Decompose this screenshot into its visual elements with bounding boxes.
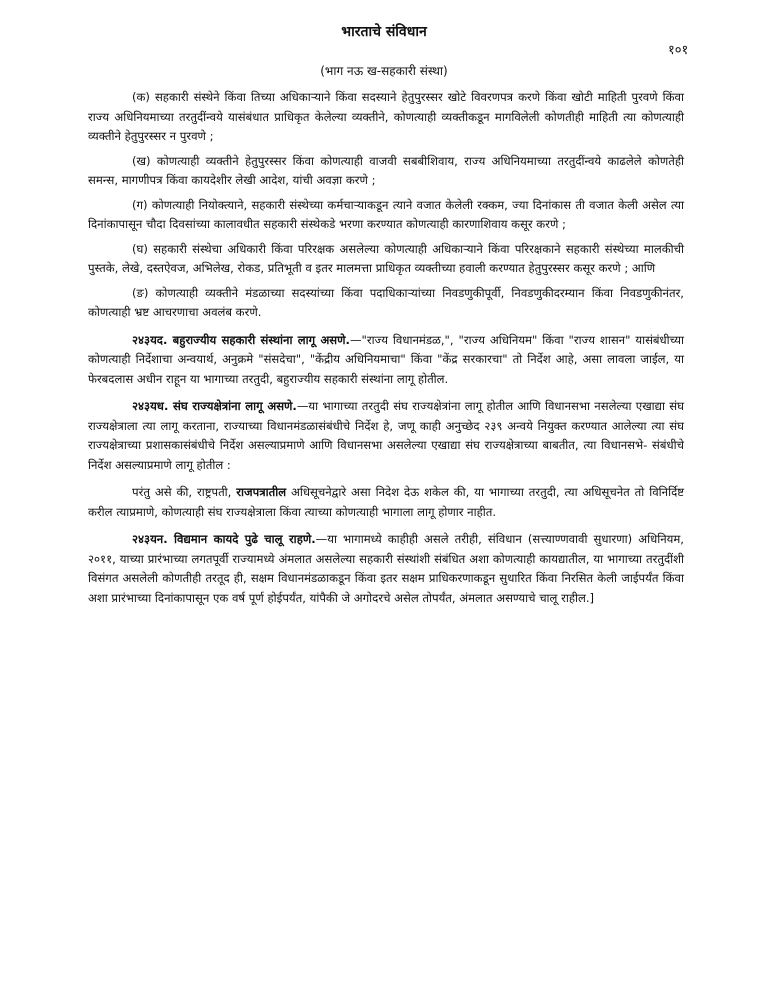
article-243zdh	[88, 397, 684, 475]
em-dash: —	[296, 399, 309, 413]
article-243zn	[88, 530, 684, 608]
proviso-text-before: परंतु असे की, राष्ट्रपती,	[132, 485, 232, 499]
page-title: भारताचे संविधान	[341, 24, 427, 40]
article-text: "राज्य विधानमंडळ,", "राज्य अधिनियम" किंवा "राज्य शासन" यासंबंधीच्या कोणत्याही निर्देशाचा अन्वयार्थ, अनुक्रमे "संसदेचा", "केंद्रीय अधिनियमाचा" किंवा "केंद्र सरकारचा" तो निर्देश आहे, असा लावला जाईल, या फेरबदलास अधीन राहून या भागाच्या तरतुदी, बहुराज्यीय सहकारी संस्थांना लागू होतील.	[88, 332, 685, 386]
clause-kha: (ख) कोणत्याही व्यक्तीने हेतुपुरस्सर किंवा कोणत्याही वाजवी सबबीशिवाय, राज्य अधिनियमाच्या तरतुदींन्वये काढलेले कोणतेही समन्स, मागणीपत्र किंवा कायदेशीर लेखी आदेश, यांची अवज्ञा करणे ;	[88, 153, 684, 187]
em-dash: —	[349, 332, 362, 347]
clause-ga: (ग) कोणत्याही नियोक्त्याने, सहकारी संस्थेच्या कर्मचाऱ्याकडून त्याने वजात केलेली रक्कम, ज्या दिनांकास ती वजात केली असेल त्या दिनांकापासून चौदा दिवसांच्या कालावधीत सहकारी संस्थेकडे भरणा करण्यात कोणत्याही कारणाशिवाय कसूर करणे ;	[88, 197, 684, 231]
page-number: १०१	[668, 43, 689, 58]
clause-ka: (क) सहकारी संस्थेने किंवा तिच्या अधिकाऱ्याने किंवा सदस्याने हेतुपुरस्सर खोटे विवरणपत्र करणे किंवा खोटी माहिती पुरवणे किंवा राज्य अधिनियमाच्या तरतुदींन्वये यासंबंधात प्राधिकृत केलेल्या व्यक्तीने, कोणत्याही व्यक्तीकडून मागविलेली कोणतीही माहिती त्या कोणत्याही व्यक्तीने हेतुपुरस्सर न पुरवणे ;	[88, 90, 684, 143]
article-text: या भागामध्ये काहीही असले तरीही, संविधान (सत्त्याण्णवावी सुधारणा) अधिनियम, २०११, याच्या प्रारंभाच्या लगतपूर्वी राज्यामध्ये अंमलात असलेल्या सहकारी संस्थांशी संबंधित अशा कोणत्याही कायद्यातील, या भागाच्या तरतुदींशी विसंगत असलेली कोणतीही तरतूद ही, सक्षम विधानमंडळाकडून किंवा इतर सक्षम प्राधिकरणाकडून सुधारित किंवा निरसित केली जाईपर्यंत किंवा अशा प्रारंभाच्या दिनांकापासून एक वर्ष पूर्ण होईपर्यंत, यांपैकी जे अगोदरचे असेल तोपर्यंत, अंमलात असण्याचे चालू राहील.]	[88, 532, 684, 605]
article-heading: २४३यध. संघ राज्यक्षेत्रांना लागू असणे.	[132, 399, 297, 413]
clause-gha: (घ) सहकारी संस्थेचा अधिकारी किंवा परिरक्षक असलेल्या कोणत्याही अधिकाऱ्याने किंवा परिरक्षकाने सहकारी संस्थेच्या मालकीची पुस्तके, लेखे, दस्तऐवज, अभिलेख, रोकड, प्रतिभूती व इतर मालमत्ता प्राधिकृत व्यक्तीच्या हवाली करण्यात हेतुपुरस्सर कसूर करणे ; आणि	[88, 241, 684, 275]
proviso	[88, 483, 684, 522]
article-heading: २४३यन. विद्यमान कायदे पुढे चालू राहणे.	[132, 532, 316, 546]
em-dash: —	[315, 532, 328, 546]
document-body	[88, 88, 684, 616]
article-heading: २४३यद. बहुराज्यीय सहकारी संस्थांना लागू असणे.	[132, 332, 350, 347]
part-subtitle: (भाग नऊ ख-सहकारी संस्था)	[320, 64, 448, 78]
proviso-text-after: अधिसूचनेद्वारे असा निदेश देऊ शकेल की, या भागाच्या तरतुदी, त्या अधिसूचनेत तो विनिर्दिष्ट करील त्याप्रमाणे, कोणत्याही संघ राज्यक्षेत्राला किंवा त्याच्या कोणत्याही भागाला लागू होणार नाहीत.	[88, 485, 685, 519]
article-text: या भागाच्या तरतुदी संघ राज्यक्षेत्रांना लागू होतील आणि विधानसभा नसलेल्या एखाद्या संघ राज्यक्षेत्राला त्या लागू करताना, राज्याच्या विधानमंडळासंबंधीचे निर्देश हे, जणू काही अनुच्छेद २३९ अन्वये नियुक्त करण्यात आलेल्या त्या संघ राज्यक्षेत्राच्या प्रशासकासंबंधीचे निर्देश असल्याप्रमाणे आणि विधानसभा असलेल्या एखाद्या संघ राज्यक्षेत्राच्या बाबतीत, त्या विधानसभे- संबंधीचे निर्देश असल्याप्रमाणे लागू होतील :	[88, 399, 684, 472]
clause-nga: (ङ) कोणत्याही व्यक्तीने मंडळाच्या सदस्यांच्या किंवा पदाधिकाऱ्यांच्या निवडणुकीपूर्वी, निवडणुकीदरम्यान किंवा निवडणुकीनंतर, कोणत्याही भ्रष्ट आचरणाचा अवलंब करणे.	[88, 285, 684, 319]
proviso-gazette: राजपत्रातील	[236, 485, 287, 499]
article-243zd	[88, 331, 684, 390]
